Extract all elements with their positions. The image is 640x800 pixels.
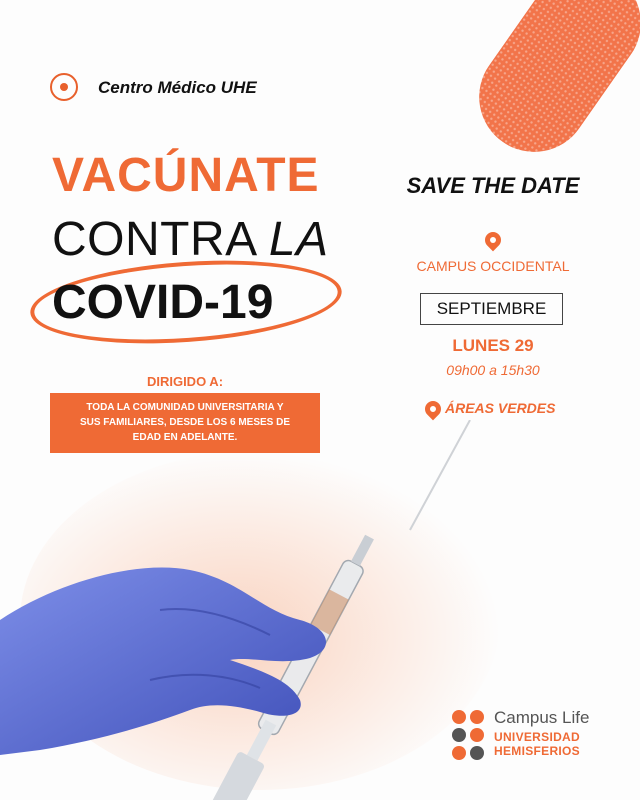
- campus-life-logo: [452, 710, 488, 760]
- headline-line1: VACÚNATE: [52, 149, 320, 202]
- org-name: Centro Médico UHE: [98, 78, 257, 97]
- brand-line: Campus Life: [494, 708, 590, 727]
- university-line1: UNIVERSIDAD: [494, 730, 580, 744]
- headline-line2: [52, 212, 329, 267]
- event-area: ÁREAS VERDES: [445, 400, 556, 416]
- event-day: LUNES 29: [452, 336, 534, 355]
- event-location: CAMPUS OCCIDENTAL: [416, 258, 570, 274]
- logo-dot: [452, 710, 466, 724]
- audience-line2: SUS FAMILIARES, DESDE LOS 6 MESES DE: [79, 417, 291, 428]
- target-icon: [50, 73, 78, 101]
- location-pin-icon: [482, 229, 505, 252]
- audience-line1: TODA LA COMUNIDAD UNIVERSITARIA Y: [86, 402, 284, 413]
- location-pin-icon: [422, 398, 445, 421]
- event-month: SEPTIEMBRE: [420, 293, 563, 325]
- pill-decoration: [458, 0, 640, 173]
- headline-line3: COVID-19: [52, 276, 274, 329]
- logo-dot: [452, 746, 466, 760]
- logo-dot: [452, 728, 466, 742]
- audience-label: DIRIGIDO A:: [146, 374, 224, 389]
- logo-dot: [470, 746, 484, 760]
- headline-line2-italic: LA: [268, 213, 329, 266]
- university-line2: HEMISFERIOS: [494, 744, 580, 758]
- save-the-date: SAVE THE DATE: [406, 173, 580, 198]
- audience-line3: EDAD EN ADELANTE.: [132, 432, 238, 443]
- logo-dot: [470, 710, 484, 724]
- event-time: 09h00 a 15h30: [446, 362, 540, 378]
- logo-dot: [470, 728, 484, 742]
- headline-line2-main: CONTRA: [52, 213, 269, 266]
